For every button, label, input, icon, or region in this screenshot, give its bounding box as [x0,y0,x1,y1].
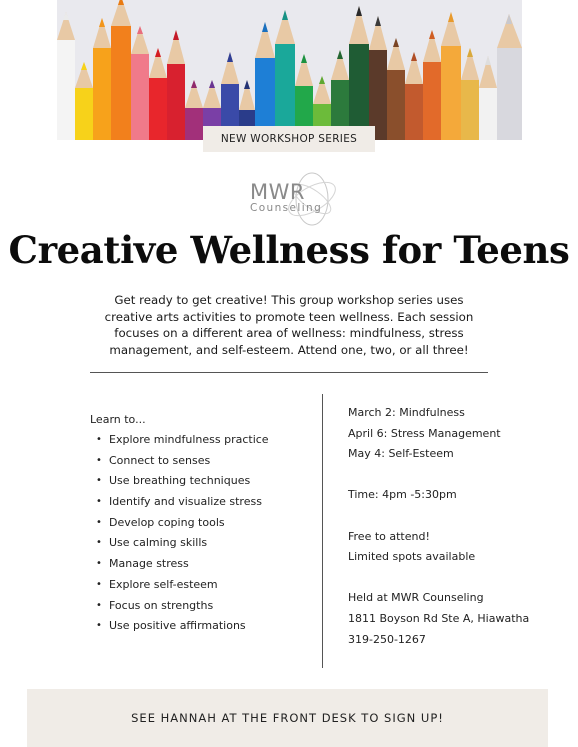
location-phone: 319-250-1267 [348,632,426,646]
list-item: • Develop coping tools [96,515,269,536]
bullet-icon: • [96,516,102,528]
list-item: • Focus on strengths [96,598,269,619]
availability-note: Limited spots available [348,550,476,564]
list-item: • Use calming skills [96,535,269,556]
session-time: Time: 4pm -5:30pm [348,488,457,502]
list-item: • Explore mindfulness practice [96,432,269,453]
bullet-icon: • [96,434,102,445]
colored-pencils-banner [57,0,522,140]
bullet-icon: • [96,496,102,508]
logo-subtitle: Counseling [250,202,323,214]
list-item: • Use positive affirmations [96,618,269,639]
learn-heading: Learn to... [90,413,146,426]
session-date: April 6: Stress Management [348,426,501,440]
location-name: Held at MWR Counseling [348,591,484,605]
bullet-icon: • [96,599,102,611]
list-item: • Manage stress [96,556,269,577]
intro-paragraph: Get ready to get creative! This group workshop series uses creative arts activities to promote teen wellness. Each session focuses on a different area of wellness: mindfulness, stress management, and self-esteem. Attend one, two, or all three! [104,293,474,357]
list-item: • Use breathing techniques [96,473,269,494]
list-item: • Explore self-esteem [96,577,269,598]
colored-pencils-illustration [57,0,522,140]
list-item: • Identify and visualize stress [96,494,269,515]
location-address: 1811 Boyson Rd Ste A, Hiawatha [348,611,530,625]
bullet-icon: • [96,578,102,590]
workshop-series-badge: NEW WORKSHOP SERIES [203,126,375,152]
column-divider [322,394,323,668]
page-title: Creative Wellness for Teens [8,228,570,272]
session-details [348,404,529,651]
cost-note: Free to attend! [348,529,430,543]
signup-footer: SEE HANNAH AT THE FRONT DESK TO SIGN UP! [27,689,548,747]
bullet-icon: • [96,454,102,466]
session-date: March 2: Mindfulness [348,406,465,419]
bullet-icon: • [96,475,102,487]
bullet-icon: • [96,558,102,570]
session-date: May 4: Self-Esteem [348,447,454,461]
list-item: • Connect to senses [96,453,269,474]
learn-list [96,432,269,639]
bullet-icon: • [96,620,102,632]
bullet-icon: • [96,537,102,549]
logo-wordmark: MWR [250,180,305,204]
section-divider [90,372,488,373]
